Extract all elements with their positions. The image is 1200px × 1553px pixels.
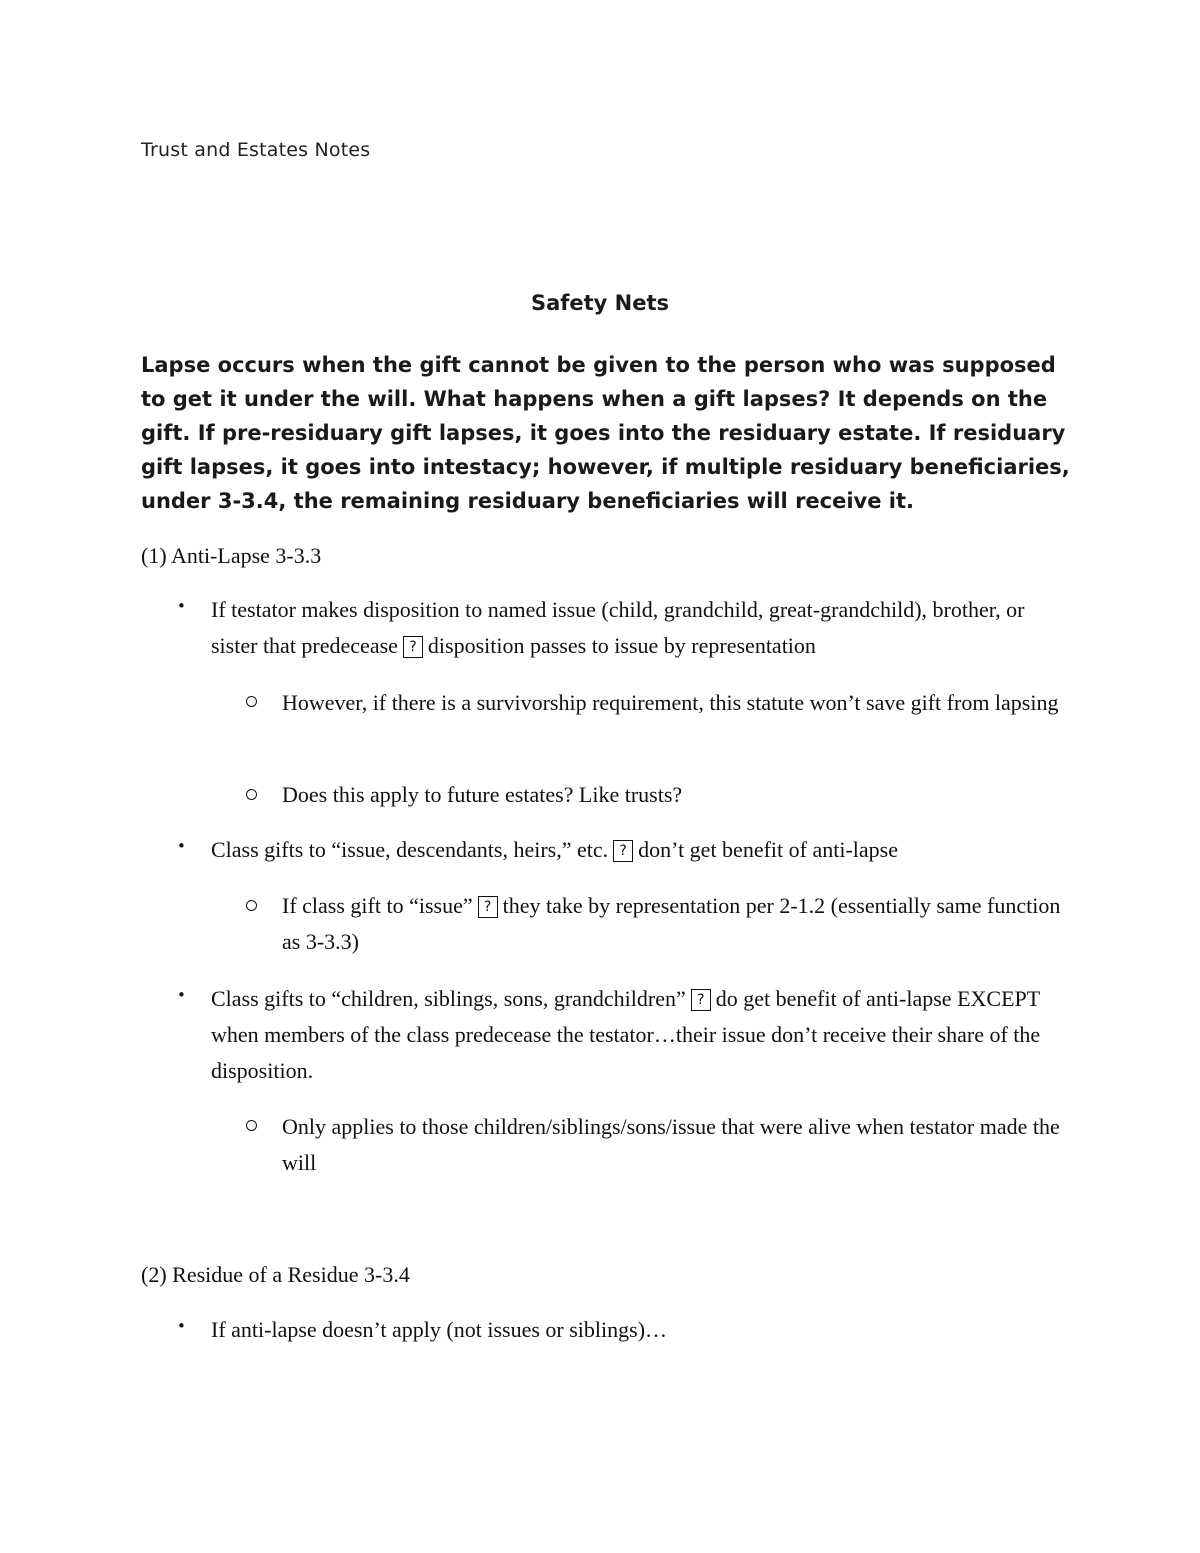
list-item-text: Class gifts to “children, siblings, sons, grandchildren” xyxy=(211,986,686,1011)
page-title: Safety Nets xyxy=(530,291,670,315)
list-item-text: If class gift to “issue” xyxy=(282,893,473,918)
placeholder-glyph-icon: ? xyxy=(403,636,423,658)
list-item: If anti-lapse doesn’t apply (not issues or siblings)… xyxy=(211,1317,668,1342)
sub-list-item: Does this apply to future estates? Like trusts? xyxy=(282,782,683,807)
circle-bullet-icon xyxy=(246,789,257,800)
list-item xyxy=(211,592,1061,664)
circle-bullet-icon xyxy=(246,1120,257,1131)
section-heading-anti-lapse: (1) Anti-Lapse 3-3.3 xyxy=(141,543,322,568)
section-heading-residue: (2) Residue of a Residue 3-3.4 xyxy=(141,1262,410,1287)
circle-bullet-icon xyxy=(246,696,257,707)
bullet-icon: • xyxy=(177,837,186,855)
list-item-text: they take by representation per 2-1.2 (essentially same function as 3-3.3) xyxy=(282,893,1061,954)
list-item xyxy=(211,981,1061,1089)
document-header: Trust and Estates Notes xyxy=(141,139,371,161)
sub-list-item: However, if there is a survivorship requirement, this statute won’t save gift from lapsing xyxy=(282,690,1059,715)
circle-bullet-icon xyxy=(246,900,257,911)
bullet-icon: • xyxy=(177,986,186,1004)
list-item-text: Class gifts to “issue, descendants, heirs,” etc. xyxy=(211,837,609,862)
placeholder-glyph-icon: ? xyxy=(478,896,498,918)
list-item-text: disposition passes to issue by representation xyxy=(427,633,816,658)
placeholder-glyph-icon: ? xyxy=(613,840,633,862)
intro-paragraph: Lapse occurs when the gift cannot be given to the person who was supposed to get it under the will. What happens when a gift lapses? It depends on the gift. If pre-residuary gift lapses, it goes into the residuary estate. If residuary gift lapses, it goes into intestacy; however, if multiple residuary beneficiaries, under 3-3.4, the remaining residuary beneficiaries will receive it. xyxy=(141,353,1070,513)
list-item-text: do get benefit of anti-lapse EXCEPT when members of the class predecease the testator…their issue don’t receive their share of the disposition. xyxy=(211,986,1041,1083)
bullet-icon: • xyxy=(177,1317,186,1335)
placeholder-glyph-icon: ? xyxy=(691,989,711,1011)
list-item xyxy=(211,832,1061,868)
list-item-text: If testator makes disposition to named issue (child, grandchild, great-grandchild), brother, or sister that predecease xyxy=(211,597,1025,658)
bullet-icon: • xyxy=(177,597,186,615)
list-item-text: don’t get benefit of anti-lapse xyxy=(638,837,898,862)
sub-list-item xyxy=(282,888,1072,960)
sub-list-item: Only applies to those children/siblings/sons/issue that were alive when testator made the will xyxy=(282,1114,1060,1175)
